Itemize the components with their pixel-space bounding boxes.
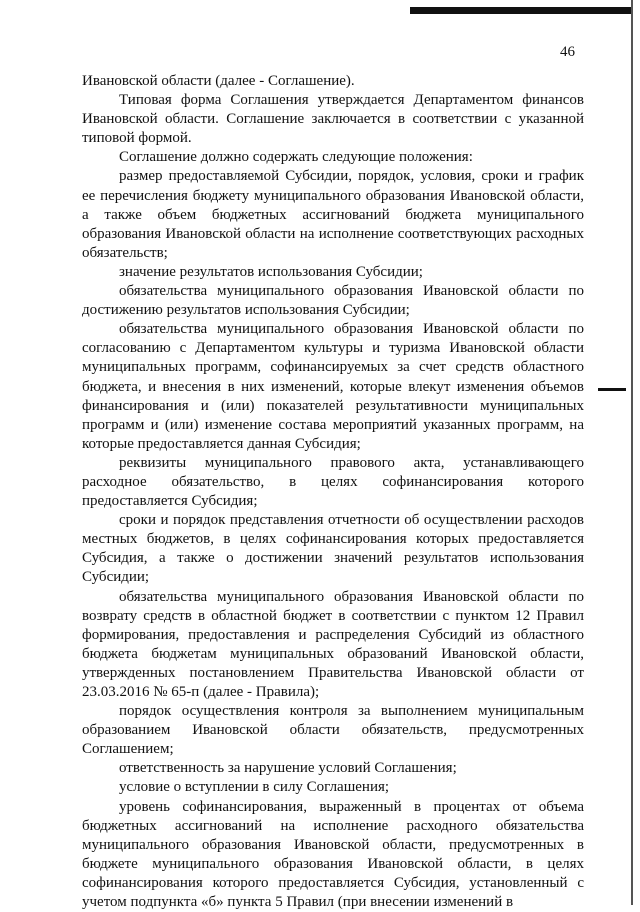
paragraph: сроки и порядок представления отчетности об осуществлении расходов местных бюджетов, в целях софинансирования которых предоставляется Субсидия, а также о достижении значений результатов использования Субсидии;: [82, 512, 584, 586]
page-number: 46: [560, 44, 575, 60]
paragraph: ответственность за нарушение условий Соглашения;: [119, 760, 457, 777]
top-scan-bar: [410, 7, 632, 14]
paragraph: Ивановской области (далее - Соглашение).: [82, 73, 355, 89]
paragraph: обязательства муниципального образования Ивановской области по достижению результатов использования Субсидии;: [82, 283, 584, 319]
paragraph: обязательства муниципального образования Ивановской области по возврату средств в областной бюджет в соответствии с пунктом 12 Правил формирования, предоставления и распределения Субсидий из областного бюджета бюджетам муниципальных образований Ивановской области, утвержденных постановлением Правительства Ивановской области от 23.03.2016 № 65-п (далее - Правила);: [82, 588, 584, 700]
paragraph: Типовая форма Соглашения утверждается Департаментом финансов Ивановской области. Соглашение заключается в соответствии с указанной типовой формой.: [82, 92, 584, 147]
paragraph: условие о вступлении в силу Соглашения;: [119, 779, 390, 796]
paragraph: обязательства муниципального образования Ивановской области по согласованию с Департаментом культуры и туризма Ивановской области муниципальных программ, софинансируемых за счет средств областного бюджета, и внесения в них изменений, которые влекут изменения объемов финансирования и (или) показателей результативности муниципальных программ и (или) изменение состава мероприятий указанных программ, на которые предоставляется данная Субсидия;: [82, 321, 584, 452]
paragraph: Соглашение должно содержать следующие положения:: [119, 149, 473, 166]
paragraph: значение результатов использования Субсидии;: [119, 263, 423, 280]
right-scan-edge: [631, 0, 633, 905]
paragraph: размер предоставляемой Субсидии, порядок, условия, сроки и график ее перечисления бюджету муниципального образования Ивановской области, а также объем бюджетных ассигнований бюджета муниципального образования Ивановской области на исполнение соответствующих расходных обязательств;: [82, 168, 584, 261]
margin-mark: [598, 388, 626, 391]
document-body: [82, 72, 584, 912]
paragraph: реквизиты муниципального правового акта, устанавливающего расходное обязательство, в целях софинансирования которого предоставляется Субсидия;: [82, 454, 584, 510]
paragraph: уровень софинансирования, выраженный в процентах от объема бюджетных ассигнований на исполнение расходного обязательства муниципального образования Ивановской области, предусмотренных в бюджете муниципального образования Ивановской области, в целях софинансирования которого предоставляется Субсидия, установленный с учетом подпункта «б» пункта 5 Правил (при внесении изменений в: [82, 798, 584, 911]
paragraph: порядок осуществления контроля за выполнением муниципальным образованием Ивановской области обязательств, предусмотренных Соглашением;: [82, 703, 584, 758]
